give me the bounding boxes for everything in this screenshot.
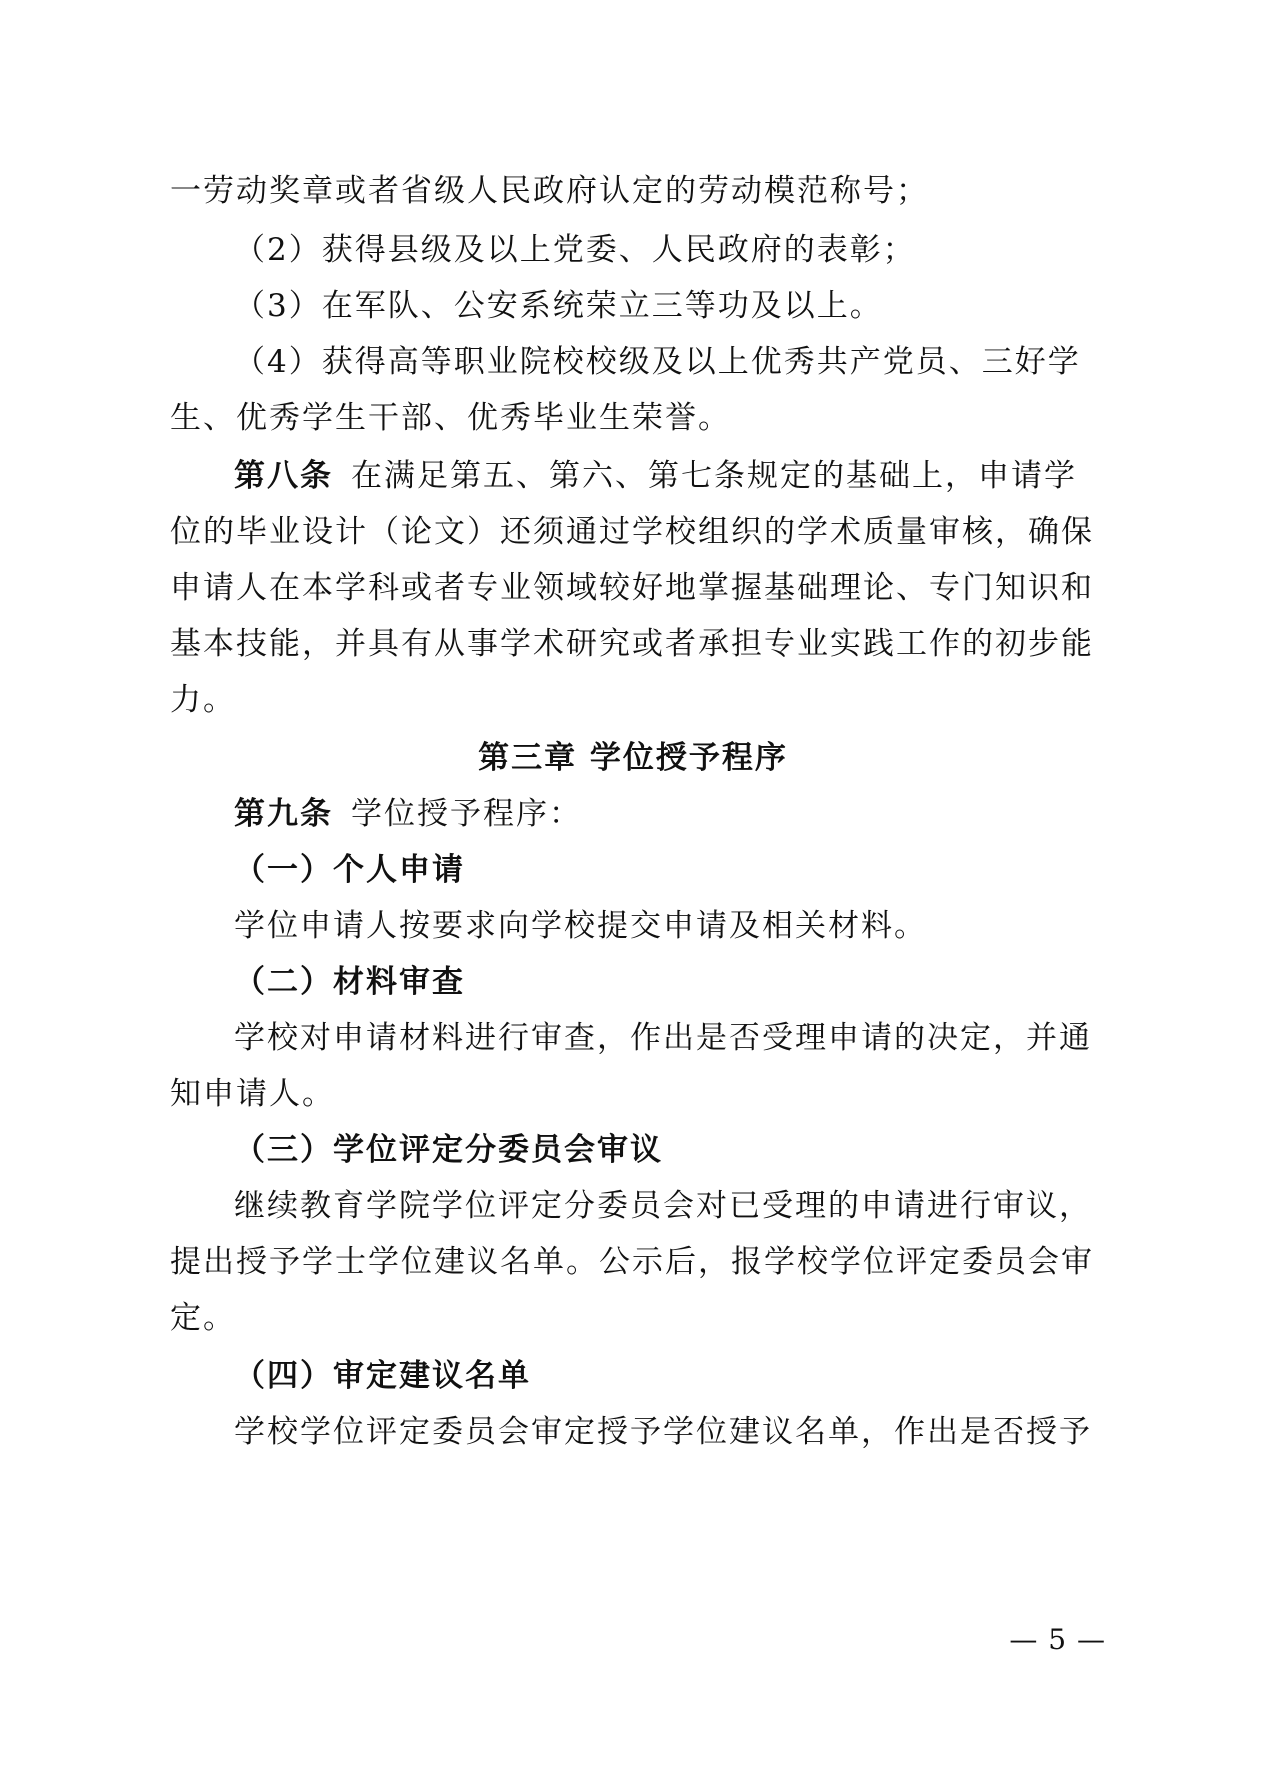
body-line: 申请人在本学科或者专业领域较好地掌握基础理论、专门知识和: [170, 570, 1094, 606]
body-line: 生、优秀学生干部、优秀毕业生荣誉。: [170, 400, 731, 436]
body-line: 提出授予学士学位建议名单。公示后，报学校学位评定委员会审: [170, 1244, 1094, 1280]
list-item: （3）在军队、公安系统荣立三等功及以上。: [234, 288, 883, 324]
article-9-line: [234, 794, 1105, 834]
body-line: 基本技能，并具有从事学术研究或者承担专业实践工作的初步能: [170, 626, 1094, 662]
step-heading: （三）学位评定分委员会审议: [234, 1132, 663, 1168]
article-9-text: 学位授予程序：: [351, 796, 582, 832]
body-line: 学校学位评定委员会审定授予学位建议名单，作出是否授予: [234, 1414, 1092, 1450]
step-heading: （四）审定建议名单: [234, 1358, 531, 1394]
article-8-first-line: [234, 456, 1105, 496]
body-line: 定。: [170, 1300, 236, 1336]
chapter-heading: 第三章 学位授予程序: [478, 740, 788, 776]
article-8-text: 在满足第五、第六、第七条规定的基础上，申请学: [351, 458, 1077, 494]
list-item: （4）获得高等职业院校校级及以上优秀共产党员、三好学: [234, 344, 1081, 380]
body-line: 知申请人。: [170, 1076, 335, 1112]
list-item: （2）获得县级及以上党委、人民政府的表彰；: [234, 232, 916, 268]
body-line: 学位申请人按要求向学校提交申请及相关材料。: [234, 908, 927, 944]
body-line: 学校对申请材料进行审查，作出是否受理申请的决定，并通: [234, 1020, 1092, 1056]
article-8-label: 第八条: [234, 458, 333, 494]
step-heading: （二）材料审查: [234, 964, 465, 1000]
body-line: 力。: [170, 682, 236, 718]
page-number: — 5 —: [1009, 1623, 1106, 1656]
step-heading: （一）个人申请: [234, 852, 465, 888]
body-line: 一劳动奖章或者省级人民政府认定的劳动模范称号；: [170, 173, 929, 209]
body-line: 继续教育学院学位评定分委员会对已受理的申请进行审议，: [234, 1188, 1092, 1224]
body-line: 位的毕业设计（论文）还须通过学校组织的学术质量审核，确保: [170, 514, 1094, 550]
article-9-label: 第九条: [234, 796, 333, 832]
